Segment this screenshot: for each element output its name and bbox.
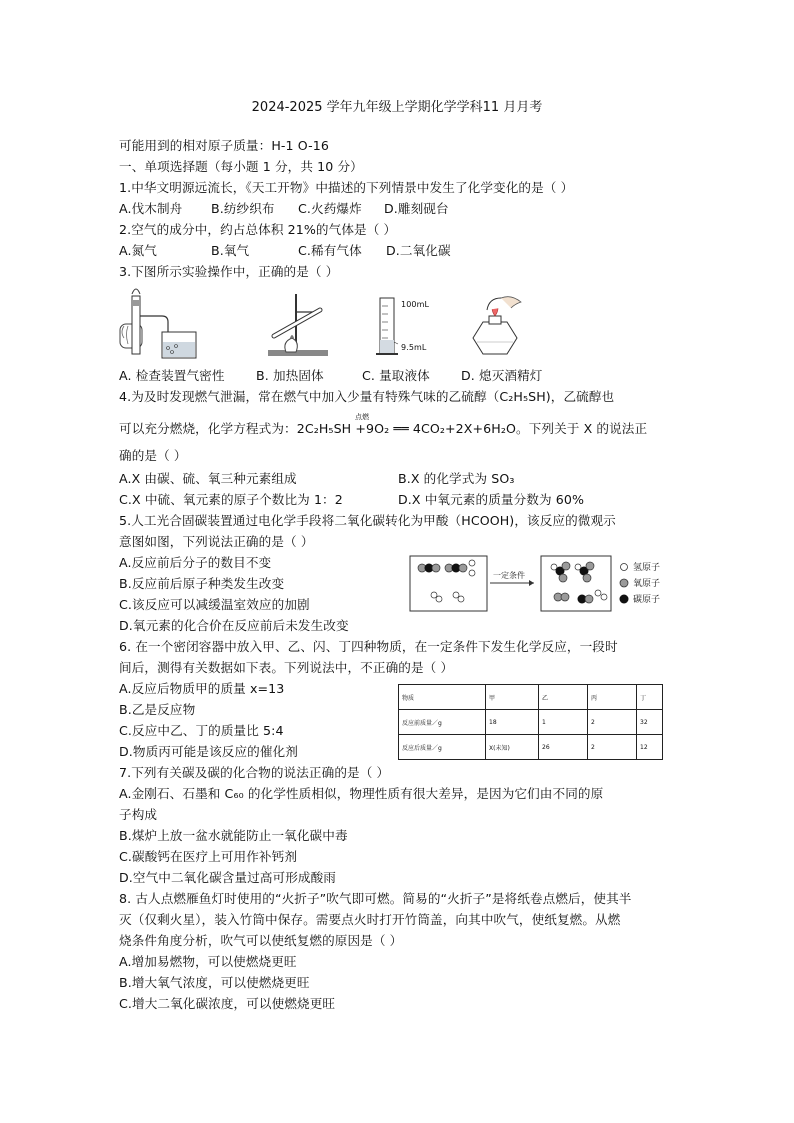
q2-option-d: D.二氧化碳 [386, 243, 451, 258]
q6-option-c: C.反应中乙、丁的质量比 5:4 [119, 723, 284, 738]
q7-option-d: D.空气中二氧化碳含量过高可形成酸雨 [119, 870, 337, 885]
q5-stem-line1: 5.人工光合固碳装置通过电化学手段将二氧化碳转化为甲酸（HCOOH)，该反应的微观示 [119, 513, 616, 528]
page-title: 2024-2025 学年九年级上学期化学学科11 月月考 [251, 100, 543, 115]
q2-stem: 2.空气的成分中，约占总体积 21%的气体是（ ） [119, 222, 397, 237]
q1-option-a: A.伐木制舟 [119, 201, 183, 216]
q6-option-b: B.乙是反应物 [119, 702, 196, 717]
oxygen-atom-icon [620, 579, 628, 587]
q8-stem-line2: 灭（仅剩火星），装入竹筒中保存。需要点火时打开竹筒盖，向其中吹气，使纸复燃。从燃 [119, 912, 621, 927]
table-cell: 32 [637, 710, 663, 735]
reaction-micro-diagram [408, 555, 614, 613]
q2-option-c: C.稀有气体 [298, 243, 362, 258]
q5-option-c: C.该反应可以减缓温室效应的加剧 [119, 597, 310, 612]
q8-option-c: C.增大二氧化碳浓度，可以使燃烧更旺 [119, 996, 336, 1011]
q5-option-b: B.反应前后原子种类发生改变 [119, 576, 285, 591]
q1-option-c: C.火药爆炸 [298, 201, 362, 216]
legend-oxygen: 氧原子 [633, 579, 661, 589]
cylinder-label-9-5ml: 9.5mL [401, 343, 427, 352]
q7-option-a-line1: A.金刚石、石墨和 C₆₀ 的化学性质相似，物理性质有很大差异，是因为它们由不同的原 [119, 786, 604, 801]
table-cell: 反应后质量／g [399, 735, 486, 760]
q3-option-d: D. 熄灭酒精灯 [461, 368, 543, 383]
table-cell: 12 [637, 735, 663, 760]
section-heading: 一、单项选择题（每小题 1 分，共 10 分） [119, 159, 363, 174]
reaction-condition: 一定条件 [493, 571, 525, 580]
q4-option-b: B.X 的化学式为 SO₃ [398, 471, 515, 486]
table-cell: 丁 [637, 685, 663, 710]
cylinder-label-100ml: 100mL [401, 300, 430, 309]
q3-option-b: B. 加热固体 [256, 368, 324, 383]
q4-equation-condition: 点燃 [355, 413, 370, 421]
q4-option-a: A.X 由碳、硫、氧三种元素组成 [119, 471, 297, 486]
table-cell: 甲 [486, 685, 539, 710]
table-cell: 26 [539, 735, 588, 760]
q6-option-a: A.反应后物质甲的质量 x=13 [119, 681, 285, 696]
table-cell: X(未知) [486, 735, 539, 760]
q8-option-a: A.增加易燃物，可以使燃烧更旺 [119, 954, 297, 969]
table-cell: 丙 [588, 685, 637, 710]
table-row [399, 685, 663, 710]
atom-legend-icons [618, 561, 630, 609]
after-box [541, 556, 611, 611]
q3-stem: 3.下图所示实验操作中，正确的是（ ） [119, 264, 339, 279]
q7-option-b: B.煤炉上放一盆水就能防止一氧化碳中毒 [119, 828, 348, 843]
q1-option-d: D.雕刻砚台 [384, 201, 449, 216]
q3-option-a: A. 检查装置气密性 [119, 368, 225, 383]
figure-airtightness-check [118, 286, 200, 362]
carbon-atom-icon [620, 595, 629, 604]
q8-stem-line3: 烧条件角度分析，吹气可以使纸复燃的原因是（ ） [119, 933, 403, 948]
table-cell: 2 [588, 710, 637, 735]
q5-option-a: A.反应前后分子的数目不变 [119, 555, 272, 570]
q5-option-d: D.氧元素的化合价在反应前后未发生改变 [119, 618, 349, 633]
legend-carbon: 碳原子 [633, 595, 661, 605]
q8-option-b: B.增大氧气浓度，可以使燃烧更旺 [119, 975, 310, 990]
table-row [399, 735, 663, 760]
q2-option-b: B.氧气 [211, 243, 250, 258]
q6-stem-line1: 6. 在一个密闭容器中放入甲、乙、闪、丁四种物质，在一定条件下发生化学反应，一段时 [119, 639, 618, 654]
q4-stem-line1: 4.为及时发现燃气泄漏，常在燃气中加入少量有特殊气味的乙硫醇（C₂H₅SH)，乙硫醇也 [119, 389, 615, 404]
table-cell: 乙 [539, 685, 588, 710]
hydrogen-atom-icon [621, 564, 628, 571]
figure-alcohol-lamp [465, 292, 527, 360]
q7-stem: 7.下列有关碳及碳的化合物的说法正确的是（ ） [119, 765, 390, 780]
q6-stem-line2: 间后，测得有关数据如下表。下列说法中，不正确的是（ ） [119, 660, 454, 675]
q4-option-d: D.X 中氧元素的质量分数为 60% [398, 492, 585, 507]
q4-stem-line2: 可以充分燃烧，化学方程式为：2C₂H₅SH +9O₂ ══ 4CO₂+2X+6H₂O。下列关于 X 的说法正 [119, 421, 648, 436]
table-cell: 1 [539, 710, 588, 735]
q3-option-c: C. 量取液体 [362, 368, 430, 383]
q6-option-d: D.物质丙可能是该反应的催化剂 [119, 744, 298, 759]
q1-option-b: B.纺纱织布 [211, 201, 275, 216]
figure-heating-solid [262, 290, 334, 362]
table-cell: 2 [588, 735, 637, 760]
q1-stem: 1.中华文明源远流长，《天工开物》中描述的下列情景中发生了化学变化的是（ ） [119, 180, 574, 195]
table-row [399, 710, 663, 735]
table-cell: 物质 [399, 685, 486, 710]
q4-option-c: C.X 中硫、氧元素的原子个数比为 1：2 [119, 492, 343, 507]
q7-option-c: C.碳酸钙在医疗上可用作补钙剂 [119, 849, 298, 864]
q4-stem-line3: 确的是（ ） [119, 448, 187, 463]
atomic-mass-note: 可能用到的相对原子质量：H-1 O-16 [119, 138, 329, 153]
q2-option-a: A.氮气 [119, 243, 157, 258]
table-cell: 反应前质量／g [399, 710, 486, 735]
legend-hydrogen: 氢原子 [633, 563, 661, 573]
table-cell: 18 [486, 710, 539, 735]
q6-data-table [398, 684, 663, 760]
q8-stem-line1: 8. 古人点燃雁鱼灯时使用的“火折子”吹气即可燃。简易的“火折子”是将纸卷点燃后，使其半 [119, 891, 632, 906]
q5-stem-line2: 意图如图，下列说法正确的是（ ） [119, 534, 314, 549]
q7-option-a-line2: 子构成 [119, 807, 158, 822]
